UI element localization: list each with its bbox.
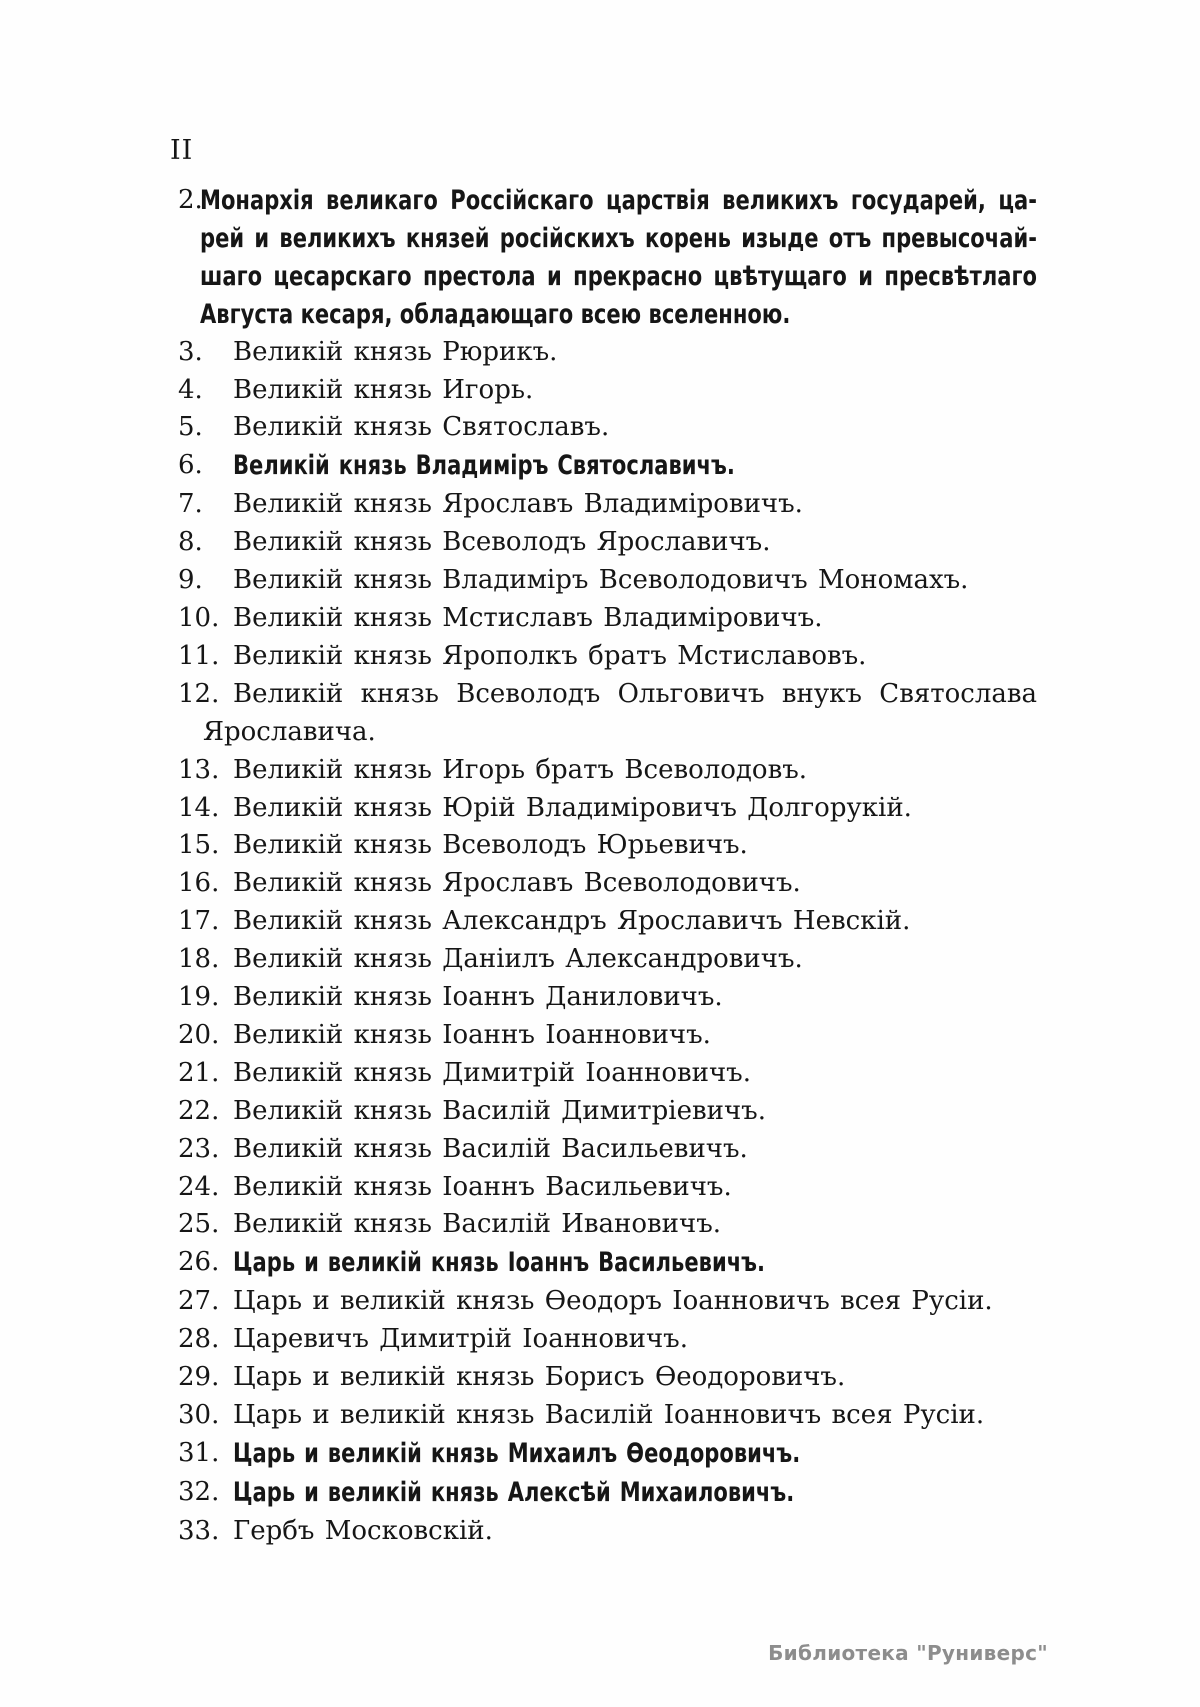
entry-line: Великій князь Всеволодъ Ольговичъ внукъ Святослава: [233, 678, 1037, 709]
toc-entry: [178, 600, 1058, 638]
toc-entry: [178, 1321, 1058, 1359]
entry-number: 16.: [178, 868, 220, 899]
toc-entry: [178, 941, 1058, 979]
toc-entry: [178, 1359, 1058, 1397]
entry-number: 28.: [178, 1324, 220, 1355]
entry-number: 17.: [178, 906, 220, 937]
toc-entry: [178, 562, 1058, 600]
entry-number: 27.: [178, 1286, 220, 1317]
entry-number: 21.: [178, 1057, 220, 1088]
entry-text: Царь и великій князь Ѳеодоръ Іоанновичъ всея Русіи.: [233, 1286, 993, 1317]
entry-text: Великій князь Ярославъ Владиміровичъ.: [233, 489, 803, 520]
entry-line: рей и великихъ князей російскихъ корень изыде отъ превысочай-: [200, 222, 1037, 254]
entry-text: Великій князь Даніилъ Александровичъ.: [233, 944, 803, 975]
entry-line: Монархія великаго Россійскаго царствія великихъ государей, ца-: [200, 185, 1037, 216]
toc-entry: [178, 447, 1058, 486]
entry-number: 20.: [178, 1019, 220, 1050]
entry-text-bold: Царь и великій князь Іоаннъ Васильевичъ.: [233, 1247, 765, 1279]
entry-text: Великій князь Ярополкъ братъ Мстиславовъ.: [233, 640, 867, 671]
entry-number: 8.: [178, 527, 203, 558]
toc-entry: [178, 486, 1058, 524]
entry-text: Великій князь Ярославъ Всеволодовичъ.: [233, 868, 801, 899]
entry-text-bold: Царь и великій князь Алексѣй Михаиловичъ.: [233, 1476, 795, 1508]
toc-entry: [178, 865, 1058, 903]
entry-number: 22.: [178, 1095, 220, 1126]
entry-text: Великій князь Рюрикъ.: [233, 336, 558, 367]
toc-entry: [178, 182, 1058, 334]
entry-number: 31.: [178, 1437, 220, 1468]
entry-text: Великій князь Владиміръ Всеволодовичъ Мономахъ.: [233, 565, 969, 596]
entry-text: Великій князь Игорь братъ Всеволодовъ.: [233, 754, 808, 785]
entry-text: Великій князь Димитрій Іоанновичъ.: [233, 1057, 751, 1088]
entry-text: [233, 1474, 1058, 1513]
entry-number: 29.: [178, 1362, 220, 1393]
toc-entry: [178, 790, 1058, 828]
toc-entry: [178, 1474, 1058, 1513]
entry-line: шаго цесарскаго престола и прекрасно цвѣтущаго и пресвѣтлаго: [200, 260, 1037, 292]
entry-number: 18.: [178, 944, 220, 975]
toc-entry: [178, 1055, 1058, 1093]
entry-number: 33.: [178, 1515, 220, 1546]
toc-entry: [178, 1513, 1058, 1551]
entry-number: 12.: [178, 678, 220, 709]
watermark: Библиотека "Руниверс": [768, 1641, 1048, 1665]
entry-text: [233, 1435, 1058, 1474]
entry-text-bold: Великій князь Владиміръ Святославичъ.: [233, 450, 735, 482]
entry-text: Великій князь Василій Димитріевичъ.: [233, 1095, 766, 1126]
entry-number: 13.: [178, 754, 220, 785]
entry-text: Великій князь Мстиславъ Владиміровичъ.: [233, 602, 823, 633]
toc-entry: [178, 1435, 1058, 1474]
toc-entry: [178, 409, 1058, 447]
toc-entry: [178, 372, 1058, 410]
entry-number: 26.: [178, 1247, 220, 1278]
entry-text: Великій князь Игорь.: [233, 374, 534, 405]
toc-list: [178, 182, 1058, 1551]
toc-entry: [178, 1131, 1058, 1169]
toc-entry: [178, 1206, 1058, 1244]
entry-text: Великій князь Всеволодъ Ярославичъ.: [233, 527, 771, 558]
entry-line: Ярославича.: [203, 716, 376, 747]
entry-number: 19.: [178, 982, 220, 1013]
toc-entry: [178, 1169, 1058, 1207]
entry-text: Великій князь Всеволодъ Юрьевичъ.: [233, 830, 748, 861]
entry-number: 11.: [178, 640, 220, 671]
toc-entry: [178, 1017, 1058, 1055]
toc-entry: [178, 1283, 1058, 1321]
entry-text: Великій князь Іоаннъ Іоанновичъ.: [233, 1019, 711, 1050]
entry-number: 9.: [178, 565, 203, 596]
entry-text: Великій князь Василій Васильевичъ.: [233, 1133, 748, 1164]
entry-text: Великій князь Юрій Владиміровичъ Долгорукій.: [233, 792, 912, 823]
entry-number: 5.: [178, 412, 203, 443]
entry-text: Великій князь Василій Ивановичъ.: [233, 1209, 722, 1240]
toc-entry: [178, 676, 1058, 752]
entry-text: Царь и великій князь Василій Іоанновичъ всея Русіи.: [233, 1400, 985, 1430]
entry-text: Царевичъ Димитрій Іоанновичъ.: [233, 1324, 688, 1355]
entry-number: 25.: [178, 1209, 220, 1240]
toc-entry: [178, 1244, 1058, 1283]
entry-number: 2.: [178, 185, 203, 215]
toc-entry: [178, 334, 1058, 372]
entry-number: 3.: [178, 336, 203, 367]
entry-text: Великій князь Святославъ.: [233, 412, 610, 443]
page-folio: II: [170, 135, 194, 166]
entry-text: Царь и великій князь Борисъ Ѳеодоровичъ.: [233, 1362, 846, 1393]
entry-number: 15.: [178, 830, 220, 861]
entry-line: Августа кесаря, обладающаго всею вселенною.: [200, 298, 791, 330]
toc-entry: [178, 1397, 1058, 1435]
entry-text: Великій князь Александръ Ярославичъ Невскій.: [233, 906, 911, 937]
entry-number: 30.: [178, 1400, 220, 1430]
toc-entry: [178, 903, 1058, 941]
entry-number: 14.: [178, 792, 220, 823]
entry-text: [233, 1244, 1058, 1283]
entry-text: [233, 447, 1058, 486]
entry-number: 7.: [178, 489, 203, 520]
entry-text: Гербъ Московскій.: [233, 1515, 493, 1546]
entry-number: 32.: [178, 1476, 220, 1507]
toc-entry: [178, 979, 1058, 1017]
entry-number: 4.: [178, 374, 203, 405]
entry-text: Великій князь Іоаннъ Даниловичъ.: [233, 982, 723, 1013]
toc-entry: [178, 752, 1058, 790]
entry-number: 23.: [178, 1133, 220, 1164]
toc-entry: [178, 1093, 1058, 1131]
entry-number: 24.: [178, 1171, 220, 1202]
toc-entry: [178, 524, 1058, 562]
entry-number: 10.: [178, 602, 220, 633]
toc-entry: [178, 638, 1058, 676]
entry-text: Великій князь Іоаннъ Васильевичъ.: [233, 1171, 732, 1202]
entry-number: 6.: [178, 450, 203, 481]
entry-text-bold: Царь и великій князь Михаилъ Ѳеодоровичъ.: [233, 1437, 801, 1469]
toc-entry: [178, 827, 1058, 865]
